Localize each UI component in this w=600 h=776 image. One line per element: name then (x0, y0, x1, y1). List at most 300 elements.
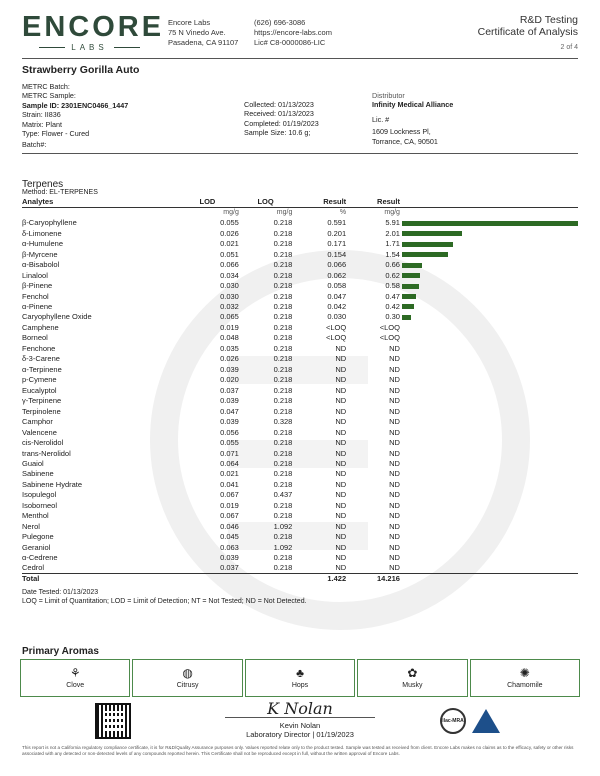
table-row (22, 323, 578, 333)
lab-address (168, 18, 238, 48)
musky-icon: ✿ (407, 666, 418, 680)
analyte-result-pct: ND (335, 375, 347, 385)
table-row (22, 490, 578, 500)
analyte-result-pct: ND (335, 364, 347, 374)
result-bar-cell (400, 239, 578, 249)
terpenes-table (22, 197, 578, 584)
result-bar-cell (400, 427, 578, 437)
analyte-lod: 0.039 (220, 396, 239, 406)
logo-sub: LABS (22, 43, 157, 52)
analyte-result-pct: 0.201 (327, 228, 347, 238)
analyte-loq: 0.218 (273, 281, 293, 291)
encore-labs-logo (22, 11, 165, 52)
result-bar-cell (400, 375, 578, 385)
result-bar (402, 294, 416, 299)
analyte-result-mgg: 0.47 (385, 291, 400, 301)
table-row (22, 511, 578, 521)
signature-block (225, 701, 375, 739)
result-bar-cell (400, 312, 578, 322)
analyte-loq: 0.328 (273, 417, 293, 427)
analyte-name: γ-Terpinene (22, 396, 62, 406)
unit-pct: % (339, 209, 347, 216)
completed-date: Completed: 01/19/2023 (244, 118, 319, 128)
sample-left-column (22, 82, 128, 150)
table-row (22, 291, 578, 301)
analyte-result-mgg: 0.42 (385, 301, 400, 311)
analyte-result-mgg: <LOQ (379, 333, 400, 343)
table-row (22, 239, 578, 249)
aroma-label: Chamomile (507, 682, 543, 689)
lab-contact (254, 18, 332, 48)
analyte-result-mgg: ND (389, 375, 400, 385)
result-bar-cell (400, 365, 578, 375)
aroma-card (132, 659, 242, 697)
analyte-name: Valencene (22, 427, 57, 437)
analyte-result-pct: ND (335, 385, 347, 395)
table-row (22, 480, 578, 490)
notes (22, 588, 307, 606)
unit-bar (400, 208, 578, 219)
analyte-lod: 0.035 (220, 343, 239, 353)
analyte-loq: 0.218 (273, 333, 293, 343)
aroma-label: Clove (66, 682, 85, 689)
analyte-name: Linalool (22, 270, 48, 280)
collected-date: Collected: 01/13/2023 (244, 100, 314, 109)
analyte-name: Fenchone (22, 343, 56, 353)
result-bar-cell (400, 281, 578, 291)
analyte-result-pct: ND (335, 448, 347, 458)
distributor-address-1: 1609 Lockness Pl, (372, 127, 431, 137)
analyte-name: α-Cedrene (22, 553, 58, 563)
analyte-loq: 0.218 (273, 500, 293, 510)
analyte-loq: 0.218 (273, 563, 293, 573)
result-bar-cell (400, 501, 578, 511)
analyte-name: δ-3-Carene (22, 354, 60, 364)
analyte-lod: 0.026 (220, 354, 239, 364)
result-bar-cell (400, 333, 578, 343)
analyte-result-pct: ND (335, 511, 347, 521)
analyte-lod: 0.039 (220, 417, 239, 427)
table-row (22, 532, 578, 542)
unit-mgg: mg/g (384, 209, 400, 216)
abbreviation-legend: LOQ = Limit of Quantitation; LOD = Limit of Detection; NT = Not Tested; ND = Not Detected. (22, 598, 307, 605)
total-mgg: 14.216 (346, 574, 400, 585)
analyte-name: α-Bisabolol (22, 260, 60, 270)
analyte-result-pct: 0.058 (327, 281, 347, 291)
result-bar (402, 304, 415, 309)
analyte-loq: 0.218 (273, 270, 293, 280)
doc-title: R&D Testing (519, 14, 578, 26)
analyte-result-mgg: 0.58 (385, 281, 400, 291)
analyte-result-mgg: ND (389, 563, 400, 573)
analyte-name: Isopulegol (22, 490, 57, 500)
lab-license: Lic# C8-0000086-LIC (254, 38, 326, 47)
unit-analytes (22, 208, 176, 219)
aromas-row (20, 659, 580, 697)
lab-city: Pasadena, CA 91107 (168, 38, 239, 47)
distributor-address-2: Torrance, CA, 90501 (372, 136, 438, 146)
aroma-card (20, 659, 130, 697)
distributor-label: Distributor (372, 91, 405, 100)
table-row (22, 333, 578, 343)
analyte-result-pct: 0.062 (327, 270, 347, 280)
clove-icon: ⚘ (69, 666, 81, 680)
analyte-result-mgg: <LOQ (379, 322, 400, 332)
header-bar (400, 197, 578, 208)
table-row (22, 553, 578, 563)
analyte-lod: 0.056 (220, 427, 239, 437)
total-lod (176, 574, 239, 585)
analyte-result-mgg: ND (389, 542, 400, 552)
analyte-lod: 0.067 (220, 490, 239, 500)
analyte-result-mgg: ND (389, 500, 400, 510)
analyte-result-pct: ND (335, 459, 347, 469)
result-bar-cell (400, 344, 578, 354)
received-date: Received: 01/13/2023 (244, 109, 314, 119)
analyte-name: α-Humulene (22, 239, 64, 249)
pjla-badge-icon (472, 709, 500, 733)
analyte-result-mgg: ND (389, 396, 400, 406)
product-name: Strawberry Gorilla Auto (22, 64, 140, 76)
analyte-name: p-Cymene (22, 375, 57, 385)
signer-name: Kevin Nolan (279, 721, 321, 730)
total-pct: 1.422 (292, 574, 346, 585)
analyte-loq: 0.218 (273, 260, 293, 270)
analyte-name: Guaiol (22, 459, 44, 469)
result-bar (402, 263, 422, 268)
chamomile-icon: ✺ (519, 666, 530, 680)
analyte-name: Nerol (22, 521, 40, 531)
aroma-card (245, 659, 355, 697)
analyte-loq: 0.218 (273, 218, 293, 228)
analyte-name: Menthol (22, 511, 49, 521)
table-row (22, 302, 578, 312)
result-bar-cell (400, 553, 578, 563)
doc-subtitle: Certificate of Analysis (477, 26, 578, 38)
header-lod: LOD (176, 197, 239, 208)
analyte-loq: 0.218 (273, 459, 293, 469)
analyte-lod: 0.039 (220, 553, 239, 563)
table-row (22, 438, 578, 448)
table-header (22, 197, 578, 208)
analyte-name: trans-Nerolidol (22, 448, 71, 458)
aromas-title: Primary Aromas (22, 646, 99, 657)
analyte-result-mgg: 0.30 (385, 312, 400, 322)
sample-info (22, 64, 578, 150)
analyte-loq: 0.218 (273, 553, 293, 563)
analyte-loq: 0.218 (273, 479, 293, 489)
analyte-loq: 0.218 (273, 385, 293, 395)
result-bar-cell (400, 354, 578, 364)
result-bar-cell (400, 291, 578, 301)
terpenes-method: Method: EL-TERPENES (22, 189, 98, 196)
analyte-result-mgg: ND (389, 343, 400, 353)
analyte-result-mgg: ND (389, 448, 400, 458)
analyte-name: Sabinene (22, 469, 54, 479)
result-bar-cell (400, 260, 578, 270)
analyte-lod: 0.019 (220, 500, 239, 510)
analyte-lod: 0.026 (220, 228, 239, 238)
analyte-lod: 0.037 (220, 385, 239, 395)
analyte-lod: 0.030 (220, 281, 239, 291)
analyte-lod: 0.063 (220, 542, 239, 552)
analyte-lod: 0.064 (220, 459, 239, 469)
table-row (22, 375, 578, 385)
result-bar-cell (400, 396, 578, 406)
batch: Batch#: (22, 140, 47, 150)
matrix: Matrix: Plant (22, 119, 62, 129)
analyte-result-mgg: ND (389, 406, 400, 416)
analyte-result-pct: <LOQ (325, 322, 347, 332)
table-row (22, 218, 578, 228)
analyte-result-pct: ND (335, 354, 347, 364)
analyte-loq: 0.218 (273, 375, 293, 385)
sample-id (22, 101, 128, 110)
analyte-name: Terpinolene (22, 406, 61, 416)
analyte-loq: 0.218 (273, 301, 293, 311)
analyte-lod: 0.034 (220, 270, 239, 280)
analyte-loq: 0.218 (273, 343, 293, 353)
analyte-loq: 0.218 (273, 312, 293, 322)
terpenes-title: Terpenes (22, 179, 64, 190)
result-bar-cell (400, 448, 578, 458)
accreditation-logos (440, 706, 528, 736)
table-row (22, 270, 578, 280)
analyte-lod: 0.020 (220, 375, 239, 385)
result-bar-cell (400, 511, 578, 521)
analyte-result-mgg: ND (389, 385, 400, 395)
analyte-name: β-Caryophyllene (22, 218, 77, 228)
unit-loq: mg/g (276, 209, 293, 216)
table-row (22, 344, 578, 354)
analyte-lod: 0.021 (220, 239, 239, 249)
analyte-loq: 0.218 (273, 438, 293, 448)
analyte-loq: 0.218 (273, 322, 293, 332)
analyte-loq: 0.218 (273, 228, 293, 238)
analyte-result-pct: ND (335, 469, 347, 479)
analyte-result-pct: 0.042 (327, 301, 347, 311)
header-loq: LOQ (239, 197, 293, 208)
analyte-loq: 1.092 (273, 521, 293, 531)
result-bar-cell (400, 323, 578, 333)
distributor-info (372, 91, 453, 146)
result-bar (402, 252, 448, 257)
result-bar-cell (400, 469, 578, 479)
analyte-name: β-Myrcene (22, 249, 58, 259)
table-row (22, 501, 578, 511)
analyte-lod: 0.065 (220, 312, 239, 322)
analyte-result-mgg: 1.54 (385, 249, 400, 259)
header-result-pct: Result (292, 197, 346, 208)
analyte-name: Camphene (22, 322, 59, 332)
table-row (22, 427, 578, 437)
analyte-loq: 1.092 (273, 542, 293, 552)
result-bar (402, 221, 578, 226)
analyte-lod: 0.046 (220, 521, 239, 531)
analyte-result-pct: ND (335, 406, 347, 416)
result-bar-cell (400, 270, 578, 280)
table-row (22, 522, 578, 532)
metrc-batch: METRC Batch: (22, 82, 70, 91)
analyte-result-mgg: ND (389, 511, 400, 521)
analyte-result-pct: ND (335, 438, 347, 448)
sample-dates (244, 100, 319, 138)
analyte-loq: 0.437 (273, 490, 293, 500)
analyte-result-pct: ND (335, 343, 347, 353)
analyte-lod: 0.047 (220, 406, 239, 416)
lab-name: Encore Labs (168, 18, 211, 27)
lab-website[interactable]: https://encore-labs.com (254, 28, 332, 37)
lab-street: 75 N Vinedo Ave. (168, 28, 226, 37)
sample-id-value: 2301ENC0466_1447 (61, 100, 129, 110)
analyte-lod: 0.055 (220, 438, 239, 448)
analyte-name: δ-Limonene (22, 228, 62, 238)
result-bar-cell (400, 543, 578, 553)
distributor-license: Lic. # (372, 114, 390, 124)
disclaimer: This report is not a California regulatory compliance certificate, it is for R&D/Quality Assurance purposes only. Values reported relate only to the product tested. Sample was tested as received from client. Encore Labs makes no claims as to the efficacy, safety or other risks associated with any detected or non-detected levels of any compounds reported herein. This Certificate shall not be reproduced except in full, without the written approval of Encore Labs. (22, 745, 574, 756)
result-bar (402, 315, 411, 320)
analyte-result-mgg: ND (389, 553, 400, 563)
analyte-lod: 0.055 (220, 218, 239, 228)
analyte-result-pct: ND (335, 542, 347, 552)
strain: Strain: II836 (22, 110, 61, 120)
table-row (22, 312, 578, 322)
table-row (22, 386, 578, 396)
terpenes-rows (22, 218, 578, 574)
table-row (22, 448, 578, 458)
result-bar (402, 273, 420, 278)
result-bar-cell (400, 386, 578, 396)
result-bar (402, 231, 462, 236)
header-result-mgg: Result (346, 197, 400, 208)
analyte-result-pct: 0.030 (327, 312, 347, 322)
result-bar-cell (400, 490, 578, 500)
analyte-name: Eucalyptol (22, 385, 57, 395)
page-number: 2 of 4 (560, 44, 578, 51)
signature-image: K Nolan (225, 701, 375, 718)
table-row (22, 365, 578, 375)
date-tested: Date Tested: 01/13/2023 (22, 589, 99, 596)
analyte-name: Fenchol (22, 291, 49, 301)
result-bar-cell (400, 480, 578, 490)
total-label: Total (22, 574, 176, 585)
table-row (22, 543, 578, 553)
analyte-loq: 0.218 (273, 291, 293, 301)
qr-code[interactable] (95, 703, 131, 739)
analyte-loq: 0.218 (273, 427, 293, 437)
analyte-lod: 0.051 (220, 249, 239, 259)
analyte-result-pct: ND (335, 521, 347, 531)
analyte-name: Borneol (22, 333, 48, 343)
unit-lod: mg/g (223, 209, 239, 216)
result-bar-cell (400, 563, 578, 574)
table-row (22, 563, 578, 574)
analyte-name: Sabinene Hydrate (22, 479, 83, 489)
analyte-loq: 0.218 (273, 532, 293, 542)
analyte-name: α-Pinene (22, 301, 53, 311)
analyte-lod: 0.041 (220, 479, 239, 489)
analyte-result-pct: <LOQ (325, 333, 347, 343)
hops-icon: ♣ (296, 666, 304, 680)
analyte-result-pct: 0.591 (327, 218, 347, 228)
result-bar-cell (400, 228, 578, 238)
analyte-loq: 0.218 (273, 396, 293, 406)
table-row (22, 228, 578, 238)
header-analytes: Analytes (22, 197, 176, 208)
type: Type: Flower - Cured (22, 129, 90, 139)
analyte-lod: 0.045 (220, 532, 239, 542)
analyte-name: Cedrol (22, 563, 45, 573)
aroma-label: Musky (402, 682, 423, 689)
analyte-lod: 0.030 (220, 291, 239, 301)
analyte-name: β-Pinene (22, 281, 53, 291)
analyte-name: α-Terpinene (22, 364, 62, 374)
analyte-result-mgg: ND (389, 354, 400, 364)
analyte-result-pct: ND (335, 479, 347, 489)
analyte-loq: 0.218 (273, 239, 293, 249)
analyte-result-pct: ND (335, 396, 347, 406)
analyte-result-mgg: ND (389, 459, 400, 469)
analyte-loq: 0.218 (273, 249, 293, 259)
analyte-lod: 0.048 (220, 333, 239, 343)
analyte-name: Isoborneol (22, 500, 58, 510)
table-row (22, 459, 578, 469)
analyte-result-mgg: ND (389, 438, 400, 448)
analyte-lod: 0.021 (220, 469, 239, 479)
analyte-lod: 0.066 (220, 260, 239, 270)
analyte-result-mgg: ND (389, 364, 400, 374)
table-row (22, 396, 578, 406)
analyte-result-mgg: ND (389, 479, 400, 489)
analyte-result-mgg: 2.01 (385, 228, 400, 238)
analyte-lod: 0.019 (220, 322, 239, 332)
result-bar (402, 242, 453, 247)
signer-title-date: Laboratory Director | 01/19/2023 (246, 730, 354, 739)
analyte-result-mgg: 0.62 (385, 270, 400, 280)
sample-id-label: Sample ID: (22, 100, 60, 110)
lab-phone: (626) 696-3086 (254, 18, 306, 27)
analyte-name: Camphor (22, 417, 53, 427)
analyte-loq: 0.218 (273, 364, 293, 374)
result-bar-cell (400, 417, 578, 427)
analyte-lod: 0.037 (220, 563, 239, 573)
analyte-name: Pulegone (22, 532, 54, 542)
table-row (22, 281, 578, 291)
analyte-result-pct: ND (335, 500, 347, 510)
result-bar-cell (400, 302, 578, 312)
logo-word: ENCORE (22, 11, 165, 43)
analyte-name: Geraniol (22, 542, 51, 552)
analyte-name: cis-Nerolidol (22, 438, 64, 448)
total-row (22, 574, 578, 585)
analyte-loq: 0.218 (273, 469, 293, 479)
analyte-result-pct: ND (335, 490, 347, 500)
ilac-seal-icon: ilac-MRA (440, 708, 466, 734)
analyte-result-mgg: 5.91 (385, 218, 400, 228)
result-bar-cell (400, 459, 578, 469)
analyte-result-pct: 0.047 (327, 291, 347, 301)
analyte-result-mgg: ND (389, 490, 400, 500)
result-bar (402, 284, 419, 289)
analyte-result-mgg: 0.66 (385, 260, 400, 270)
analyte-result-mgg: ND (389, 532, 400, 542)
analyte-name: Caryophyllene Oxide (22, 312, 92, 322)
analyte-result-pct: 0.154 (327, 249, 347, 259)
analyte-result-mgg: ND (389, 417, 400, 427)
analyte-loq: 0.218 (273, 448, 293, 458)
total-bar (400, 574, 578, 585)
citrus-icon: ◍ (182, 666, 193, 680)
